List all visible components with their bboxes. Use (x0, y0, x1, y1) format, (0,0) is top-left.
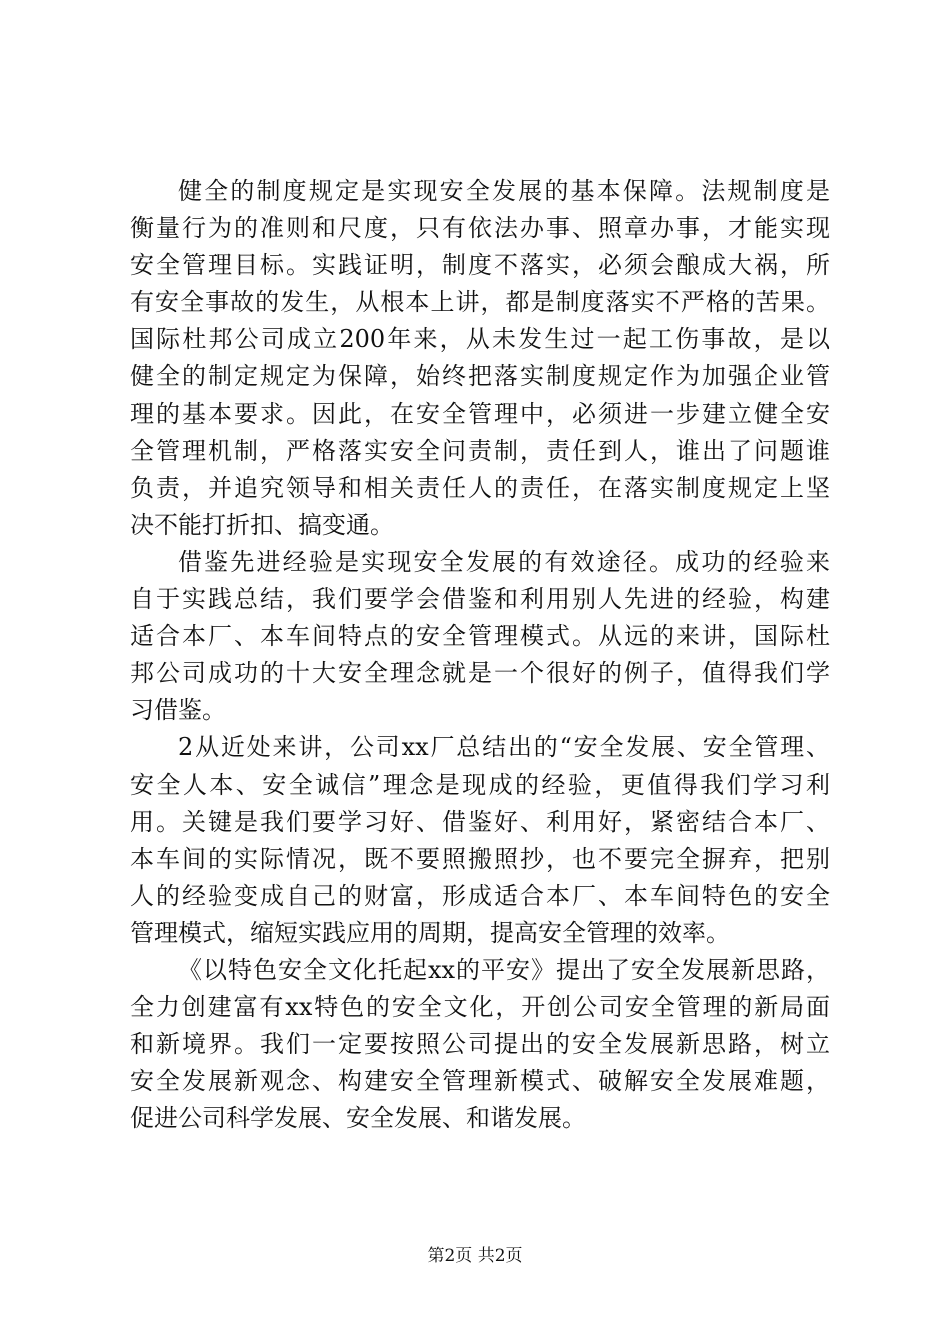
paragraph-experience (130, 544, 830, 729)
paragraph-regulations (130, 173, 830, 544)
text-line: 邦公司成功的十大安全理念就是一个很好的例子，值得我们学 (130, 659, 830, 688)
document-body (130, 173, 830, 1137)
text-line: 和新境界。我们一定要按照公司提出的安全发展新思路，树立 (130, 1030, 830, 1059)
text-line: 安全人本、安全诚信”理念是现成的经验，更值得我们学习利 (130, 770, 830, 799)
text-line: 用。关键是我们要学习好、借鉴好、利用好，紧密结合本厂、 (130, 807, 830, 836)
text-line: 衡量行为的准则和尺度，只有依法办事、照章办事，才能实现 (130, 214, 830, 243)
text-line: 负责，并追究领导和相关责任人的责任，在落实制度规定上坚 (130, 473, 830, 502)
text-line: 安全发展新观念、构建安全管理新模式、破解安全发展难题， (130, 1067, 830, 1096)
text-line: 国际杜邦公司成立200年来，从未发生过一起工伤事故，是以 (130, 325, 830, 354)
text-line: 习借鉴。 (130, 696, 226, 725)
text-line: 适合本厂、本车间特点的安全管理模式。从远的来讲，国际杜 (130, 622, 830, 651)
text-line: 管理模式，缩短实践应用的周期，提高安全管理的效率。 (130, 918, 730, 947)
text-line: 自于实践总结，我们要学会借鉴和利用别人先进的经验，构建 (130, 585, 830, 614)
paragraph-nearby-example (130, 729, 830, 952)
paragraph-conclusion (130, 952, 830, 1137)
text-line: 全力创建富有xx特色的安全文化，开创公司安全管理的新局面 (130, 993, 830, 1022)
text-line: 安全管理目标。实践证明，制度不落实，必须会酿成大祸，所 (130, 251, 830, 280)
text-line: 《以特色安全文化托起xx的平安》提出了安全发展新思路， (178, 955, 830, 984)
page-number-footer: 第2页 共2页 (427, 1246, 523, 1266)
text-line: 理的基本要求。因此，在安全管理中，必须进一步建立健全安 (130, 399, 830, 428)
text-line: 借鉴先进经验是实现安全发展的有效途径。成功的经验来 (178, 547, 830, 576)
text-line: 本车间的实际情况，既不要照搬照抄，也不要完全摒弃，把别 (130, 844, 830, 873)
text-line: 健全的制定规定为保障，始终把落实制度规定作为加强企业管 (130, 362, 830, 391)
text-line: 全管理机制，严格落实安全问责制，责任到人，谁出了问题谁 (130, 436, 830, 465)
text-line: 促进公司科学发展、安全发展、和谐发展。 (130, 1104, 586, 1133)
text-line: 健全的制度规定是实现安全发展的基本保障。法规制度是 (178, 177, 830, 205)
text-line: 有安全事故的发生，从根本上讲，都是制度落实不严格的苦果。 (130, 288, 830, 317)
text-line: 人的经验变成自己的财富，形成适合本厂、本车间特色的安全 (130, 881, 830, 910)
text-line: 决不能打折扣、搞变通。 (130, 510, 394, 539)
text-line: 2从近处来讲，公司xx厂总结出的“安全发展、安全管理、 (178, 733, 830, 762)
